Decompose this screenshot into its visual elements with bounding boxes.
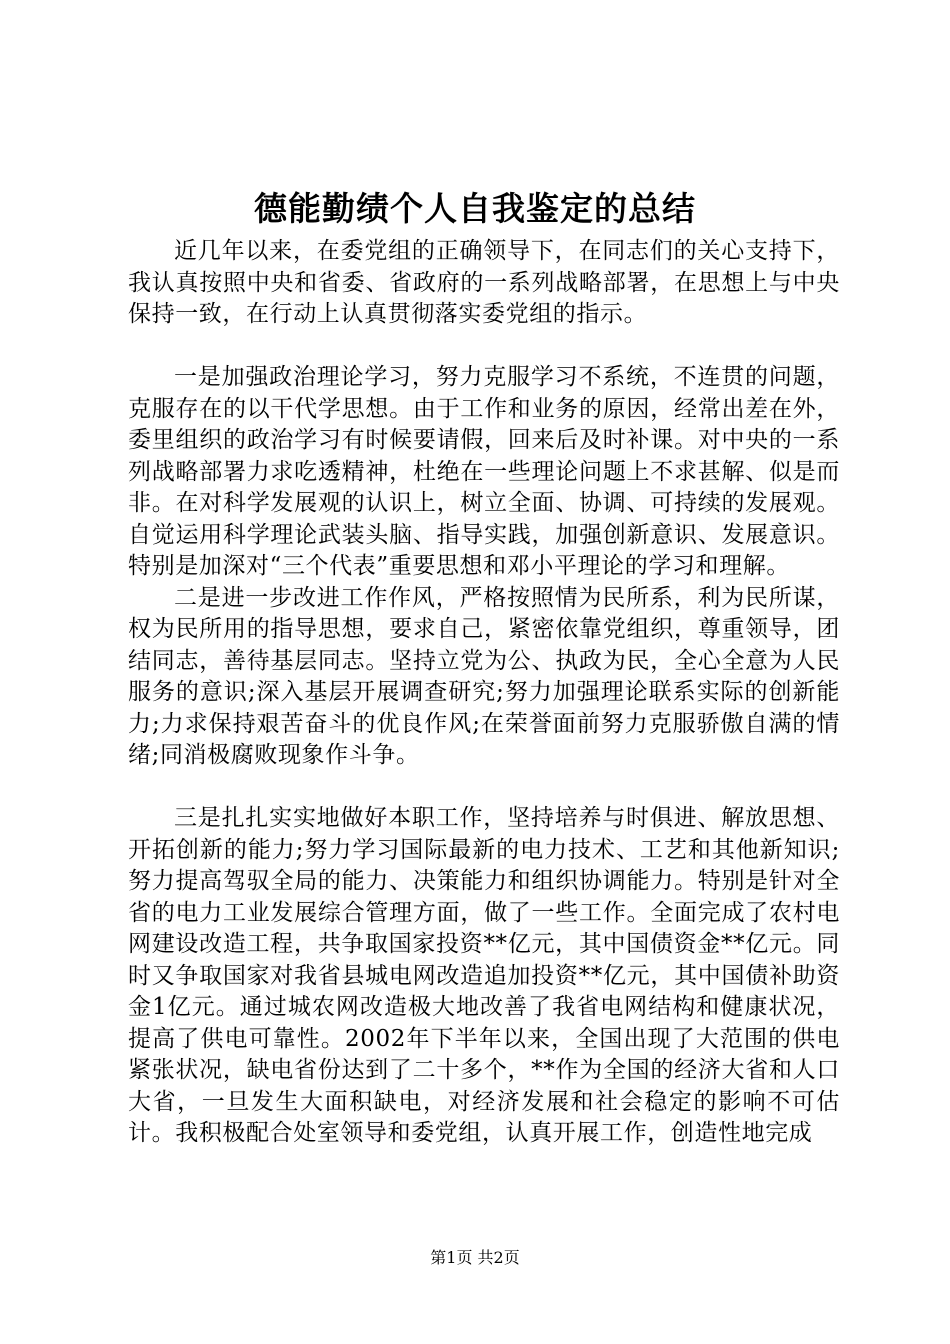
document-body [128,236,840,1150]
paragraph-spacer [128,331,840,363]
page-number-footer: 第1页 共2页 [430,1248,520,1267]
paragraph-three: 三是扎扎实实地做好本职工作，坚持培养与时俱进、解放思想、开拓创新的能力;努力学习国际最新的电力技术、工艺和其他新知识;努力提高驾驭全局的能力、决策能力和组织协调能力。特别是针对全省的电力工业发展综合管理方面，做了一些工作。全面完成了农村电网建设改造工程，共争取国家投资**亿元，其中国债资金**亿元。同时又争取国家对我省县城电网改造追加投资**亿元，其中国债补助资金1亿元。通过城农网改造极大地改善了我省电网结构和健康状况，提高了供电可靠性。2002年下半年以来，全国出现了大范围的供电紧张状况，缺电省份达到了二十多个，**作为全国的经济大省和人口大省，一旦发生大面积缺电，对经济发展和社会稳定的影响不可估计。我积极配合处室领导和委党组，认真开展工作，创造性地完成 [128,805,840,1146]
paragraph-spacer [128,772,840,804]
paragraph-two: 二是进一步改进工作作风，严格按照情为民所系，利为民所谋，权为民所用的指导思想，要求自己，紧密依靠党组织，尊重领导，团结同志，善待基层同志。坚持立党为公、执政为民，全心全意为人民服务的意识;深入基层开展调查研究;努力加强理论联系实际的创新能力;力求保持艰苦奋斗的优良作风;在荣誉面前努力克服骄傲自满的情绪;同消极腐败现象作斗争。 [128,584,840,768]
paragraph-intro: 近几年以来，在委党组的正确领导下，在同志们的关心支持下，我认真按照中央和省委、省政府的一系列战略部署，在思想上与中央保持一致，在行动上认真贯彻落实委党组的指示。 [128,238,840,327]
document-title: 德能勤绩个人自我鉴定的总结 [254,189,696,228]
paragraph-one: 一是加强政治理论学习，努力克服学习不系统，不连贯的问题，克服存在的以干代学思想。由于工作和业务的原因，经常出差在外，委里组织的政治学习有时候要请假，回来后及时补课。对中央的一系列战略部署力求吃透精神，杜绝在一些理论问题上不求甚解、似是而非。在对科学发展观的认识上，树立全面、协调、可持续的发展观。自觉运用科学理论武装头脑、指导实践，加强创新意识、发展意识。特别是加深对“三个代表”重要思想和邓小平理论的学习和理解。 [128,364,840,579]
